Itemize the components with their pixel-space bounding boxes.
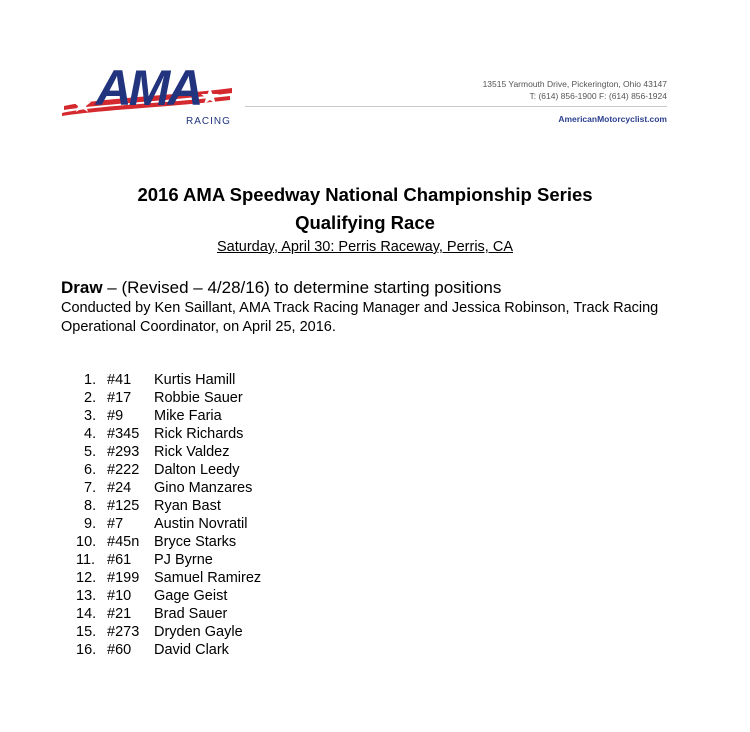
rider-number: #10 — [107, 588, 132, 604]
rider-number: #273 — [107, 624, 140, 640]
rider-number: #345 — [107, 426, 140, 442]
position-number: 13. — [76, 588, 97, 604]
rider-number: #7 — [107, 516, 124, 532]
rider-number: #199 — [107, 570, 140, 586]
position-number: 9. — [84, 516, 97, 532]
position-number: 16. — [76, 642, 97, 658]
position-number: 12. — [76, 570, 97, 586]
list-item — [76, 641, 344, 659]
position-number: 6. — [84, 462, 97, 478]
rider-name: PJ Byrne — [154, 552, 213, 568]
event-date-location — [0, 239, 730, 255]
rider-number: #45n — [107, 534, 140, 550]
website-link[interactable]: AmericanMotorcyclist.com — [558, 114, 667, 124]
position-number: 11. — [76, 552, 96, 568]
rider-name: Dryden Gayle — [154, 624, 243, 640]
draw-heading — [61, 278, 501, 298]
rider-name: Kurtis Hamill — [154, 372, 236, 388]
rider-number: #21 — [107, 606, 132, 622]
rider-number: #24 — [107, 480, 132, 496]
rider-number: #17 — [107, 390, 132, 406]
conducted-by: Conducted by Ken Saillant, AMA Track Racing Manager and Jessica Robinson, Track Racing Operational Coordinator, on April 25, 2016. — [61, 300, 659, 335]
rider-name: Samuel Ramirez — [154, 570, 262, 586]
logo-racing: RACING — [186, 116, 231, 127]
rider-name: Bryce Starks — [154, 534, 237, 550]
ama-racing-logo — [60, 58, 236, 128]
list-item — [76, 623, 344, 641]
rider-name: Brad Sauer — [154, 606, 228, 622]
header-divider — [245, 106, 667, 107]
rider-name: Dalton Leedy — [154, 462, 240, 478]
rider-number: #125 — [107, 498, 140, 514]
list-item — [84, 371, 344, 389]
document-title: 2016 AMA Speedway National Championship Series — [137, 184, 593, 205]
position-number: 2. — [84, 390, 97, 406]
list-item — [76, 533, 344, 551]
draw-description: – (Revised – 4/28/16) to determine starting positions — [102, 278, 502, 297]
list-item — [84, 515, 344, 533]
list-item — [84, 407, 344, 425]
list-item — [76, 551, 344, 569]
rider-name: Robbie Sauer — [154, 390, 243, 406]
rider-name: Austin Novratil — [154, 516, 248, 532]
rider-number: #41 — [107, 372, 132, 388]
logo-letters: AMA — [95, 60, 201, 116]
position-number: 7. — [84, 480, 97, 496]
list-item — [84, 479, 344, 497]
rider-number: #293 — [107, 444, 140, 460]
address-block — [483, 78, 667, 102]
position-number: 3. — [84, 408, 97, 424]
position-number: 4. — [84, 426, 97, 442]
list-item — [84, 497, 344, 515]
position-number: 14. — [76, 606, 97, 622]
rider-name: Gage Geist — [154, 588, 228, 604]
event-date-text: Saturday, April 30: Perris Raceway, Perris, CA — [216, 239, 513, 255]
rider-name: Ryan Bast — [154, 498, 221, 514]
position-number: 10. — [76, 534, 97, 550]
position-number: 1. — [84, 372, 97, 388]
document-subtitle-race: Qualifying Race — [295, 212, 435, 233]
position-number: 5. — [84, 444, 97, 460]
list-item — [84, 461, 344, 479]
rider-number: #61 — [107, 552, 132, 568]
rider-name: Rick Richards — [154, 426, 244, 442]
rider-name: David Clark — [154, 642, 229, 658]
rider-number: #60 — [107, 642, 132, 658]
list-item — [76, 587, 344, 605]
rider-name: Rick Valdez — [154, 444, 230, 460]
position-number: 15. — [76, 624, 97, 640]
phone-fax-line: T: (614) 856-1900 F: (614) 856-1924 — [529, 91, 667, 101]
list-item — [84, 389, 344, 407]
draw-label: Draw — [61, 278, 103, 297]
rider-name: Gino Manzares — [154, 480, 253, 496]
list-item — [84, 425, 344, 443]
list-item — [84, 443, 344, 461]
rider-number: #222 — [107, 462, 140, 478]
address-line: 13515 Yarmouth Drive, Pickerington, Ohio 43147 — [482, 79, 667, 89]
rider-name: Mike Faria — [154, 408, 222, 424]
list-item — [76, 569, 344, 587]
list-item — [76, 605, 344, 623]
rider-number: #9 — [107, 408, 124, 424]
starting-positions-list — [76, 371, 344, 659]
position-number: 8. — [84, 498, 97, 514]
